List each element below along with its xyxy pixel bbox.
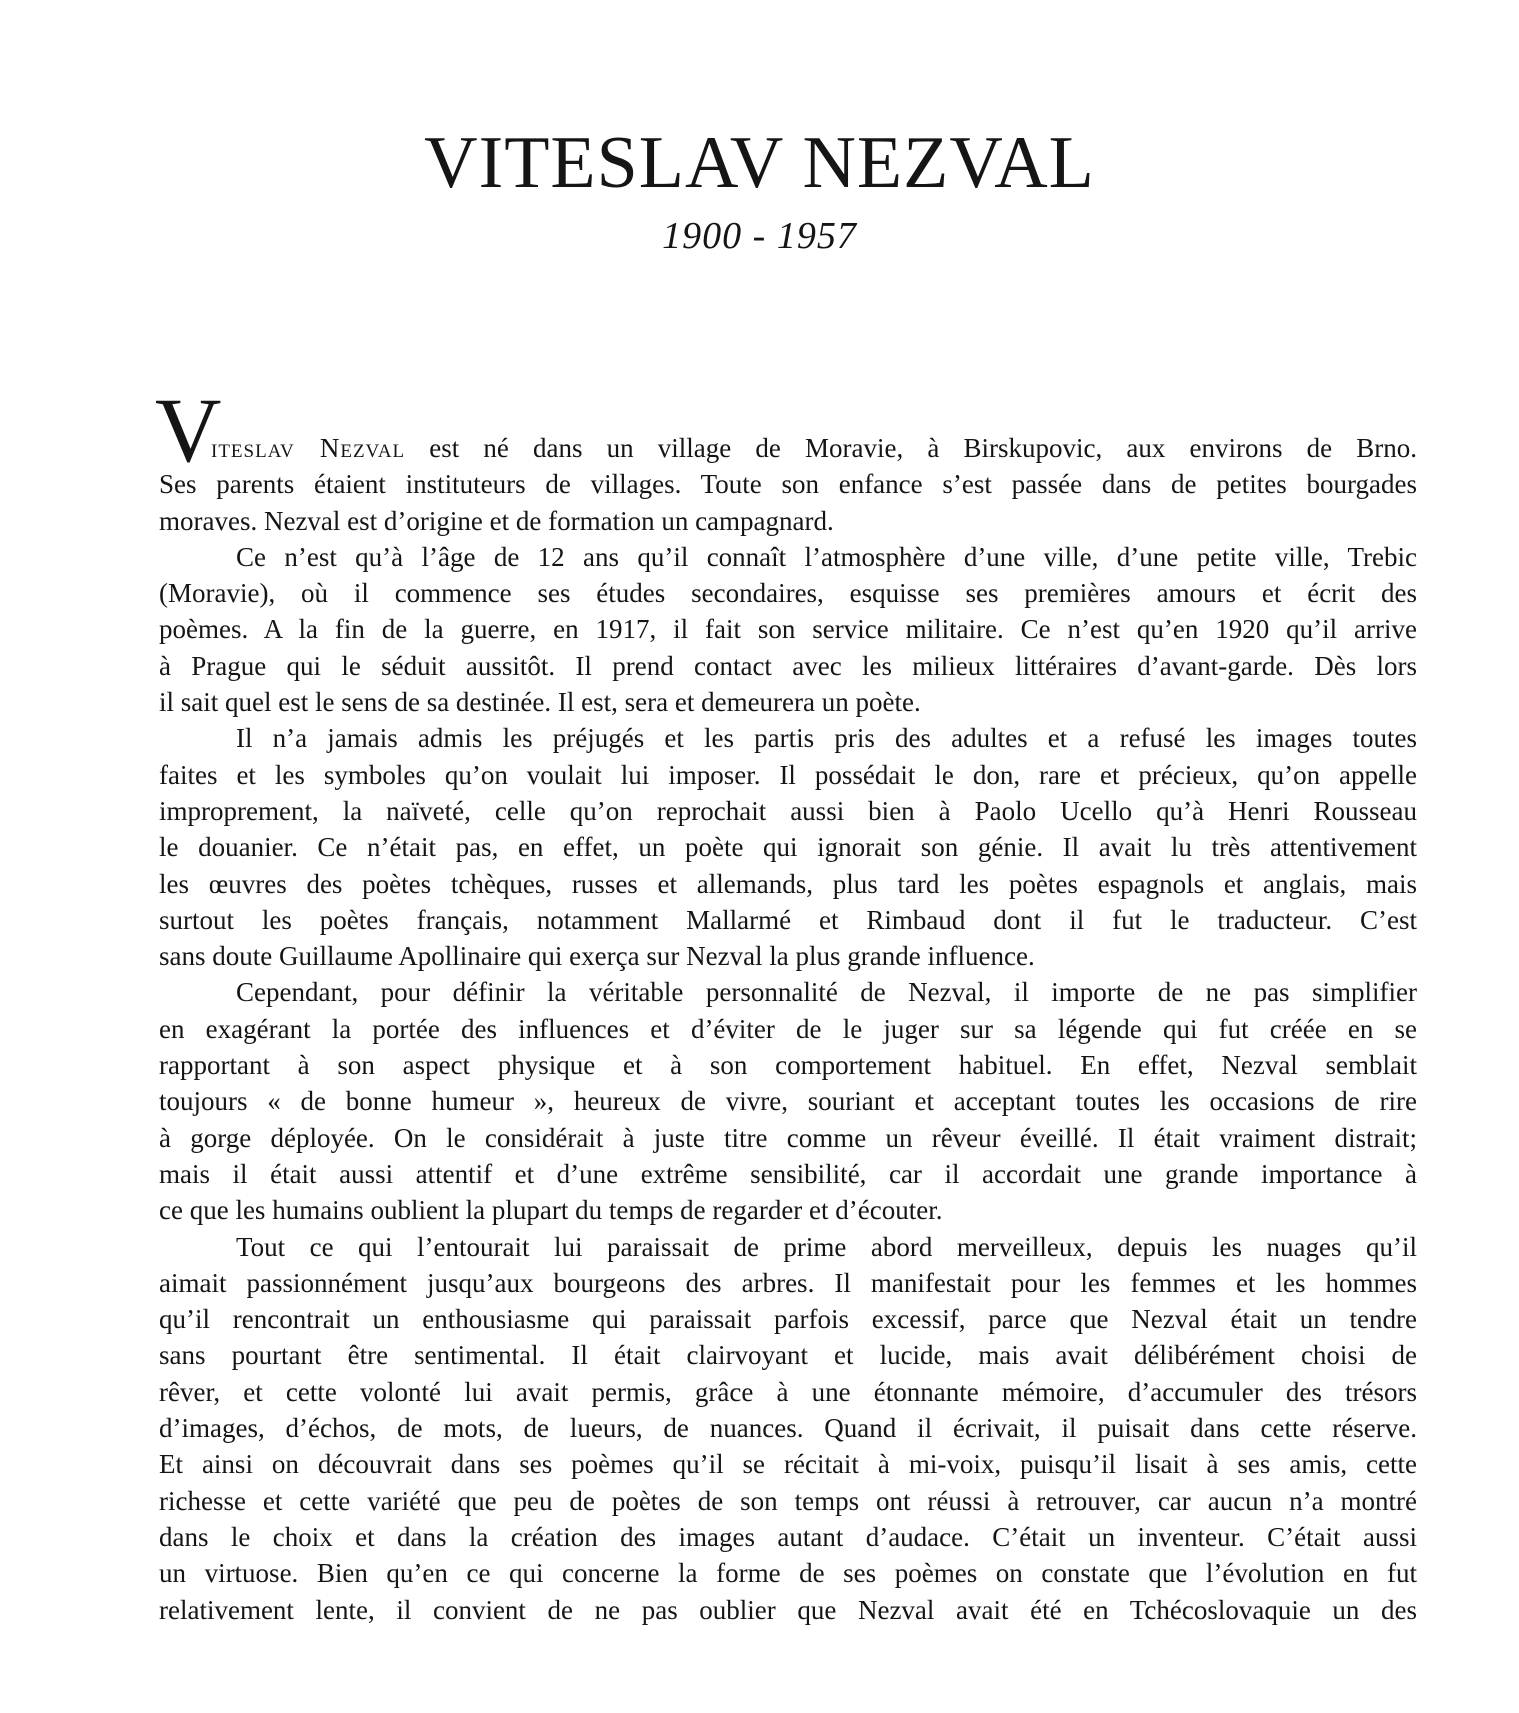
- text-line: il sait quel est le sens de sa destinée. Il est, sera et demeurera un poète.: [159, 687, 921, 718]
- text-line: relativement lente, il convient de ne pas oublier que Nezval avait été en Tchécoslovaquie un des: [159, 1594, 1417, 1625]
- text-line: un virtuose. Bien qu’en ce qui concerne la forme de ses poèmes on constate que l’évolution en fut: [159, 1558, 1417, 1589]
- text-line: qu’il rencontrait un enthousiasme qui paraissait parfois excessif, parce que Nezval était un tendre: [159, 1304, 1417, 1335]
- text-line: d’images, d’échos, de mots, de lueurs, de nuances. Quand il écrivait, il puisait dans cette réserve.: [159, 1413, 1417, 1444]
- author-name-small-caps: iteslav Nezval: [211, 433, 406, 463]
- text-line: en exagérant la portée des influences et d’éviter de le juger sur sa légende qui fut créée en se: [159, 1013, 1417, 1044]
- text-line: (Moravie), où il commence ses études secondaires, esquisse ses premières amours et écrit des: [159, 578, 1417, 609]
- text-line: [155, 379, 1417, 481]
- text-line: Il n’a jamais admis les préjugés et les partis pris des adultes et a refusé les images toutes: [236, 723, 1417, 754]
- text-line: les œuvres des poètes tchèques, russes et allemands, plus tard les poètes espagnols et anglais, mais: [159, 868, 1417, 899]
- page-title: VITESLAV NEZVAL: [424, 122, 1095, 204]
- text-line: Ses parents étaient instituteurs de villages. Toute son enfance s’est passée dans de petites bourgades: [159, 469, 1417, 500]
- text-line: le douanier. Ce n’était pas, en effet, un poète qui ignorait son génie. Il avait lu très attentivement: [159, 832, 1417, 863]
- text-line: rêver, et cette volonté lui avait permis, grâce à une étonnante mémoire, d’accumuler des trésors: [159, 1376, 1417, 1407]
- text-line: Ce n’est qu’à l’âge de 12 ans qu’il connaît l’atmosphère d’une ville, d’une petite ville, Trebic: [236, 541, 1417, 572]
- text-line: sans pourtant être sentimental. Il était clairvoyant et lucide, mais avait délibérément choisi de: [159, 1340, 1417, 1371]
- text-line: Et ainsi on découvrait dans ses poèmes qu’il se récitait à mi-voix, puisqu’il lisait à ses amis, cette: [159, 1449, 1417, 1480]
- text-line: toujours « de bonne humeur », heureux de vivre, souriant et acceptant toutes les occasions de rire: [159, 1086, 1417, 1117]
- text-line: poèmes. A la fin de la guerre, en 1917, il fait son service militaire. Ce n’est qu’en 1920 qu’il arrive: [159, 614, 1417, 645]
- drop-cap: V: [155, 379, 222, 481]
- article-body: [155, 379, 1417, 1628]
- text-line: richesse et cette variété que peu de poètes de son temps ont réussi à retrouver, car aucun n’a montré: [159, 1485, 1417, 1516]
- life-dates: 1900 - 1957: [662, 215, 857, 257]
- text-line: mais il était aussi attentif et d’une extrême sensibilité, car il accordait une grande importance à: [159, 1158, 1417, 1189]
- text-line: ce que les humains oublient la plupart du temps de regarder et d’écouter.: [159, 1195, 943, 1226]
- text-line: à Prague qui le séduit aussitôt. Il prend contact avec les milieux littéraires d’avant-garde. Dès lors: [159, 650, 1417, 681]
- text-line: Cependant, pour définir la véritable personnalité de Nezval, il importe de ne pas simplifier: [236, 977, 1417, 1008]
- text-line: à gorge déployée. On le considérait à juste titre comme un rêveur éveillé. Il était vraiment distrait;: [159, 1122, 1417, 1153]
- text-line: improprement, la naïveté, celle qu’on reprochait aussi bien à Paolo Ucello qu’à Henri Rousseau: [159, 795, 1417, 826]
- text-line-content: est né dans un village de Moravie, à Birskupovic, aux environs de Brno.: [405, 433, 1417, 463]
- text-line: surtout les poètes français, notamment Mallarmé et Rimbaud dont il fut le traducteur. C’est: [159, 904, 1417, 935]
- text-line: Tout ce qui l’entourait lui paraissait de prime abord merveilleux, depuis les nuages qu’il: [236, 1231, 1417, 1262]
- text-line: faites et les symboles qu’on voulait lui imposer. Il possédait le don, rare et précieux, qu’on appelle: [159, 759, 1417, 790]
- text-line: aimait passionnément jusqu’aux bourgeons des arbres. Il manifestait pour les femmes et les hommes: [159, 1267, 1417, 1298]
- text-line: dans le choix et dans la création des images autant d’audace. C’était un inventeur. C’était aussi: [159, 1521, 1417, 1552]
- text-line: rapportant à son aspect physique et à son comportement habituel. En effet, Nezval semblait: [159, 1050, 1417, 1081]
- text-line: sans doute Guillaume Apollinaire qui exerça sur Nezval la plus grande influence.: [159, 941, 1035, 972]
- text-line: moraves. Nezval est d’origine et de formation un campagnard.: [159, 505, 834, 536]
